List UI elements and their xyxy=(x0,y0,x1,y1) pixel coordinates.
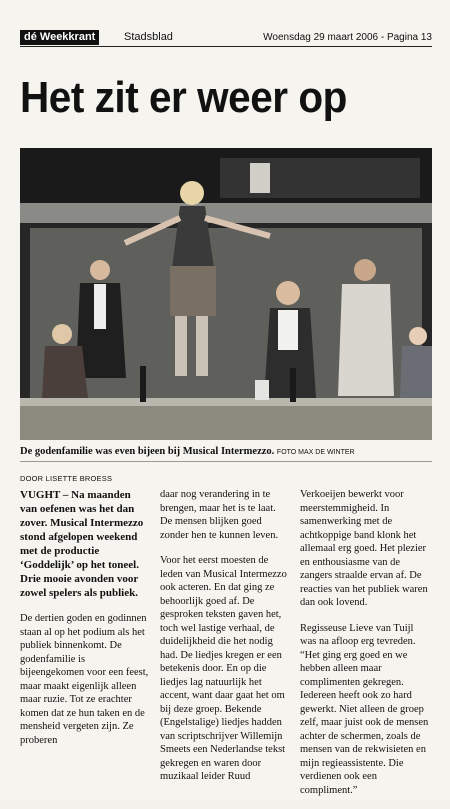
photo-caption xyxy=(20,446,432,457)
masthead xyxy=(20,30,432,47)
photo-credit: FOTO MAX DE WINTER xyxy=(276,449,355,456)
lead-text: – Na maanden van oefenen was het dan zover. Musical Intermezzo stond afgelopen weekend met de productie ‘Goddelijk’ op het toneel. Drie mooie avonden voor zowel spelers als publiek. xyxy=(20,489,144,599)
article-column-2 xyxy=(160,488,290,796)
dateline: Woensdag 29 maart 2006 - Pagina 13 xyxy=(263,32,432,43)
caption-divider xyxy=(20,461,432,462)
article-paragraph: Regisseuse Lieve van Tuijl was na afloop erg tevreden. “Het ging erg goed en we hebben alleen maar complimenten gekregen. Iedereen heeft ook zo hard gewerkt. Niet alleen de groep zelf, maar juist ook de mensen achter de schermen, zoals de mensen van de rekwisieten en mijn regieassistente. Die verdienen ook een compliment.” xyxy=(300,622,429,796)
article-paragraph: Voor het eerst moesten de leden van Musical Intermezzo ook acteren. En dat ging ze behoorlijk goed af. De gesproken teksten gaven het, toch wel lastige verhaal, de duidelijkheid die het nodig had. De liedjes kregen er een betekenis door. En op die liedjes lag natuurlijk het accent, want daar gaat het om bij deze groep. Bekende (Engelstalige) liedjes hadden van scriptschrijver Willemijn Smeets een Nederlandse tekst gekregen en waren door muzikaal leider Ruud xyxy=(160,555,287,782)
lead-city: VUGHT xyxy=(20,489,61,501)
article-column-1 xyxy=(20,488,150,759)
article-column-3 xyxy=(300,488,430,809)
newspaper-brand: dé Weekkrant xyxy=(20,30,99,45)
article-paragraph: daar nog verandering in te brengen, maar het is te laat. De mensen blijken goed zonder hen te kunnen leven. xyxy=(160,489,279,541)
article-paragraph: Verkoeijen bewerkt voor meerstemmigheid. In samenwerking met de achtkoppige band klonk het allemaal erg goed. Het plezier en enthousiasme van de zangers straalde ervan af. De reacties van het publiek waren dan ook lovend. xyxy=(300,489,428,608)
stage-photo-illustration xyxy=(20,148,432,440)
article-headline: Het zit er weer op xyxy=(20,73,347,122)
article-paragraph: De dertien goden en godinnen staan al op het podium als het publiek binnenkomt. De godenfamilie is bijeengekomen voor een feest, maar maakt eigenlijk alleen maar ruzie. Tot ze erachter komen dat ze hun taken en de mensheid vergeten zijn. Ze proberen xyxy=(20,613,149,746)
section-name: Stadsblad xyxy=(124,31,173,43)
article-lead xyxy=(20,488,150,600)
stage-photo xyxy=(20,148,432,440)
byline: DOOR LISETTE BROESS xyxy=(20,474,113,483)
photo-caption-text: De godenfamilie was even bijeen bij Musical Intermezzo. xyxy=(20,446,275,457)
